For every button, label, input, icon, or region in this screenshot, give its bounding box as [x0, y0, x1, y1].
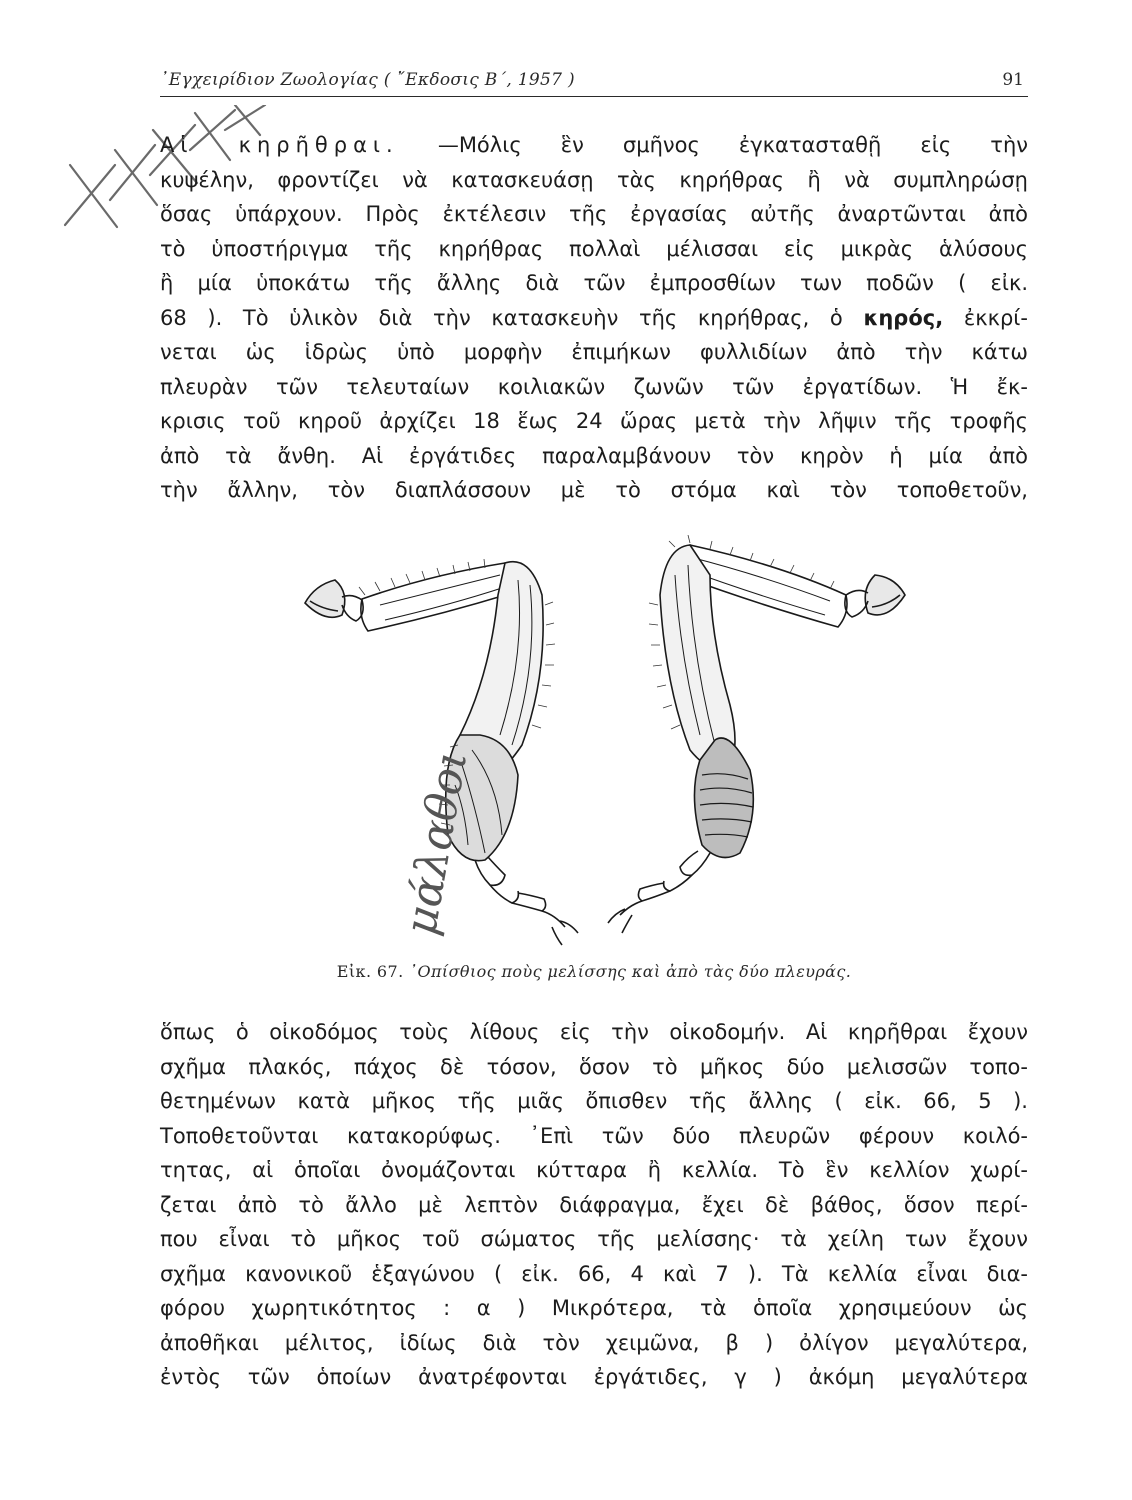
caption-label: Εἰκ. 67.: [336, 962, 404, 981]
text-line: ἀπὸ τὰ ἄνθη. Αἱ ἐργάτιδες παραλαμβάνουν τὸν κηρὸν ἡ μία ἀπὸ: [160, 443, 1028, 468]
text-line: ἀποθῆκαι μέλιτος, ἰδίως διὰ τὸν χειμῶνα, β ) ὀλίγον μεγαλύτερα,: [160, 1330, 1028, 1355]
paragraph-1: [160, 128, 1028, 508]
running-header: [160, 66, 1028, 97]
text-line: Αἱ κηρῆθραι. —Μόλις ἓν σμῆνος ἐγκατασταθῇ εἰς τὴν: [160, 133, 1028, 157]
text-line: ὅσας ὑπάρχουν. Πρὸς ἐκτέλεσιν τῆς ἐργασίας αὐτῆς ἀναρτῶνται ἀπὸ: [160, 202, 1028, 226]
caption-text: ᾿Οπίσθιος ποὺς μελίσσης καὶ ἀπὸ τὰς δύο πλευράς.: [409, 962, 852, 981]
section-heading: Αἱ κηρῆθραι.: [160, 133, 399, 157]
right-hind-leg: [608, 545, 905, 933]
text-line: ἢ μία ὑποκάτω τῆς ἄλλης διὰ τῶν ἐμπροσθίων των ποδῶν ( εἰκ.: [160, 271, 1028, 295]
text-line: κυψέλην, φροντίζει νὰ κατασκευάσῃ τὰς κηρήθρας ἢ νὰ συμπληρώσῃ: [160, 167, 1028, 192]
text-line: ἐντὸς τῶν ὁποίων ἀνατρέφονται ἐργάτιδες, γ ) ἀκόμη μεγαλύτερα: [160, 1365, 1028, 1389]
text-line: τητας, αἱ ὁποῖαι ὀνομάζονται κύτταρα ἢ κελλία. Τὸ ἓν κελλίον χωρί-: [160, 1158, 1028, 1182]
text-line: πλευρὰν τῶν τελευταίων κοιλιακῶν ζωνῶν τῶν ἐργατίδων. Ἡ ἔκ-: [160, 374, 1028, 399]
text-line: θετημένων κατὰ μῆκος τῆς μιᾶς ὄπισθεν τῆς ἄλλης ( εἰκ. 66, 5 ).: [160, 1089, 1028, 1113]
text-line: ὅπως ὁ οἰκοδόμος τοὺς λίθους εἰς τὴν οἰκοδομήν. Αἱ κηρῆθραι ἔχουν: [160, 1020, 1028, 1044]
text-line: νεται ὡς ἱδρὼς ὑπὸ μορφὴν ἐπιμήκων φυλλιδίων ἀπὸ τὴν κάτω: [160, 340, 1028, 364]
text-line: 68 ). Τὸ ὑλικὸν διὰ τὴν κατασκευὴν τῆς κηρήθρας, ὁ κηρός, ἐκκρί-: [160, 305, 1028, 330]
book-title: ᾿Εγχειρίδιον Ζωολογίας ( ῎Εκδοσις Β΄, 1957 ): [160, 70, 575, 90]
page-number: 91: [1002, 70, 1024, 90]
text-line: τὴν ἄλλην, τὸν διαπλάσσουν μὲ τὸ στόμα καὶ τὸν τοποθετοῦν,: [160, 478, 1028, 502]
text-line: τὸ ὑποστήριγμα τῆς κηρήθρας πολλαὶ μέλισσαι εἰς μικρὰς ἁλύσους: [160, 236, 1028, 261]
text-line: σχῆμα πλακός, πάχος δὲ τόσον, ὅσον τὸ μῆκος δύο μελισσῶν τοπο-: [160, 1054, 1028, 1079]
paragraph-2: [160, 1015, 1028, 1395]
figure-caption: [160, 962, 1028, 981]
text-line: Τοποθετοῦνται κατακορύφως. ᾿Επὶ τῶν δύο πλευρῶν φέρουν κοιλό-: [160, 1123, 1028, 1148]
text-line: που εἶναι τὸ μῆκος τοῦ σώματος τῆς μελίσσης· τὰ χείλη των ἔχουν: [160, 1227, 1028, 1251]
bee-leg-figure: [290, 535, 940, 955]
bee-legs-illustration: [290, 535, 940, 955]
bold-term: κηρός,: [863, 305, 944, 330]
text-line: φόρου χωρητικότητος : α ) Μικρότερα, τὰ ὁποῖα χρησιμεύουν ὡς: [160, 1296, 1028, 1320]
text-line: κρισις τοῦ κηροῦ ἀρχίζει 18 ἕως 24 ὥρας μετὰ τὴν λῆψιν τῆς τροφῆς: [160, 409, 1028, 433]
handwritten-note: μάλαθοι: [395, 746, 478, 939]
text-line: ζεται ἀπὸ τὸ ἄλλο μὲ λεπτὸν διάφραγμα, ἔχει δὲ βάθος, ὅσον περί-: [160, 1192, 1028, 1217]
text-line: σχῆμα κανονικοῦ ἑξαγώνου ( εἰκ. 66, 4 καὶ 7 ). Τὰ κελλία εἶναι δια-: [160, 1261, 1028, 1286]
